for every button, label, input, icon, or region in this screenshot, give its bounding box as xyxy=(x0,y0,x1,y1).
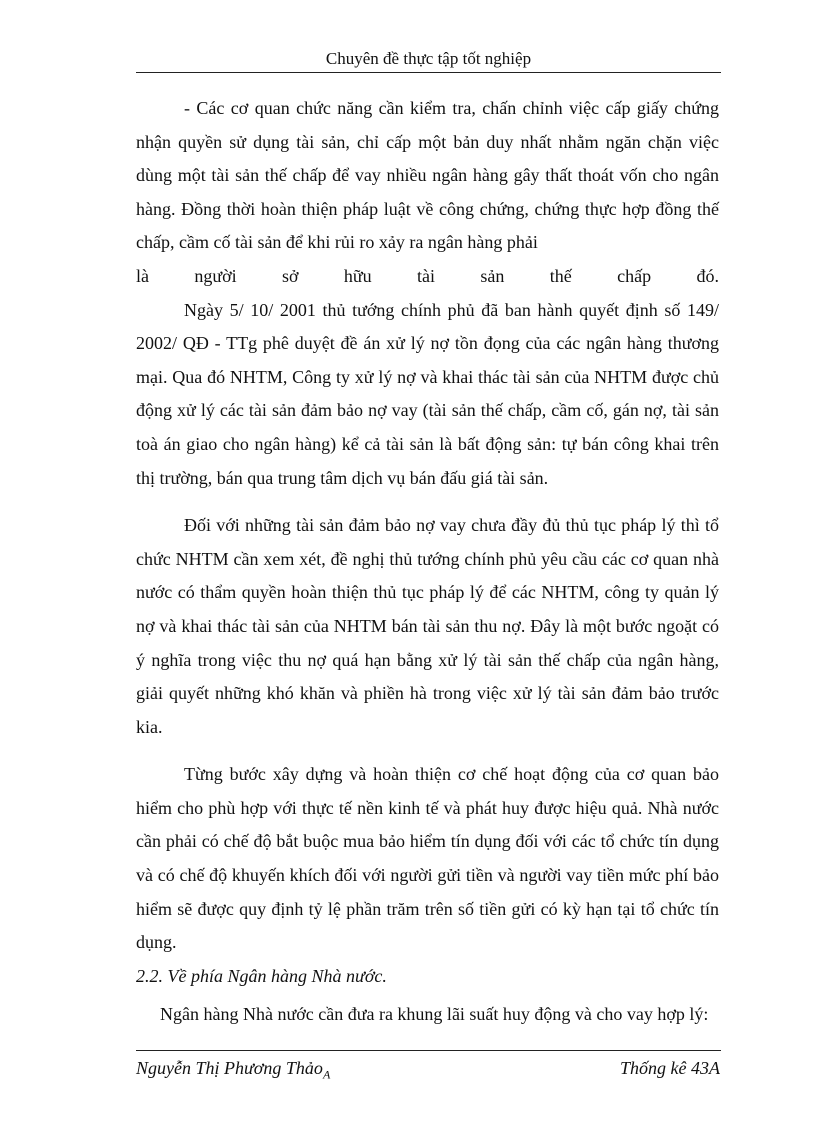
paragraph-legal-measures xyxy=(136,92,719,294)
footer-author-subscript: A xyxy=(322,1067,331,1082)
paragraph-legal-measures-text: - Các cơ quan chức năng cần kiểm tra, chấn chỉnh việc cấp giấy chứng nhận quyền sử dụng tài sản, chỉ cấp một bản duy nhất nhằm ngăn chặn việc dùng một tài sản thế chấp để vay nhiều ngân hàng gây thất thoát vốn cho ngân hàng. Đồng thời hoàn thiện pháp luật về công chứng, chứng thực hợp đồng thế chấp, cầm cố tài sản để khi rủi ro xảy ra ngân hàng phải xyxy=(136,98,719,253)
document-body xyxy=(136,92,719,1030)
footer-class-label: Thống kê 43A xyxy=(620,1058,720,1078)
paragraph-decision-149: Ngày 5/ 10/ 2001 thủ tướng chính phủ đã ban hành quyết định số 149/ 2002/ QĐ - TTg phê duyệt đề án xử lý nợ tồn đọng của các ngân hàng thương mại. Qua đó NHTM, Công ty xử lý nợ và khai thác tài sản của NHTM được chủ động xử lý các tài sản đảm bảo nợ vay (tài sản thế chấp, cầm cố, gán nợ, tài sản toà án giao cho ngân hàng) kể cả tài sản là bất động sản: tự bán công khai trên thị trường, bán qua trung tâm dịch vụ bán đấu giá tài sản. xyxy=(136,299,719,488)
paragraph-interest-rate: Ngân hàng Nhà nước cần đưa ra khung lãi suất huy động và cho vay hợp lý: xyxy=(160,1004,709,1025)
page-header-title: Chuyên đề thực tập tốt nghiệp xyxy=(325,49,532,68)
footer-divider xyxy=(136,1050,721,1051)
paragraph-legal-measures-last-line: là người sở hữu tài sản thế chấp đó. xyxy=(136,265,719,286)
footer-author-name: Nguyễn Thị Phương Thảo xyxy=(136,1058,323,1078)
paragraph-legal-procedures: Đối với những tài sản đảm bảo nợ vay chưa đầy đủ thủ tục pháp lý thì tổ chức NHTM cần xem xét, đề nghị thủ tướng chính phủ yêu cầu các cơ quan nhà nước có thẩm quyền hoàn thiện thủ tục pháp lý để các NHTM, công ty quản lý nợ và khai thác tài sản của NHTM bán tài sản thu nợ. Đây là một bước ngoặt có ý nghĩa trong việc thu nợ quá hạn bằng xử lý tài sản thế chấp của ngân hàng, giải quyết những khó khăn và phiền hà trong việc xử lý tài sản đảm bảo trước kia. xyxy=(136,515,719,737)
paragraph-insurance: Từng bước xây dựng và hoàn thiện cơ chế hoạt động của cơ quan bảo hiểm cho phù hợp với thực tế nền kinh tế và phát huy được hiệu quả. Nhà nước cần phải có chế độ bắt buộc mua bảo hiểm tín dụng đối với các tổ chức tín dụng và có chế độ khuyến khích đối với người gửi tiền và người vay tiền mức phí bảo hiểm sẽ được quy định tỷ lệ phần trăm trên số tiền gửi có kỳ hạn tại tổ chức tín dụng. xyxy=(136,764,719,953)
header-divider xyxy=(136,72,721,73)
section-heading-state-bank: 2.2. Về phía Ngân hàng Nhà nước. xyxy=(136,965,387,986)
footer-author xyxy=(136,1056,330,1087)
